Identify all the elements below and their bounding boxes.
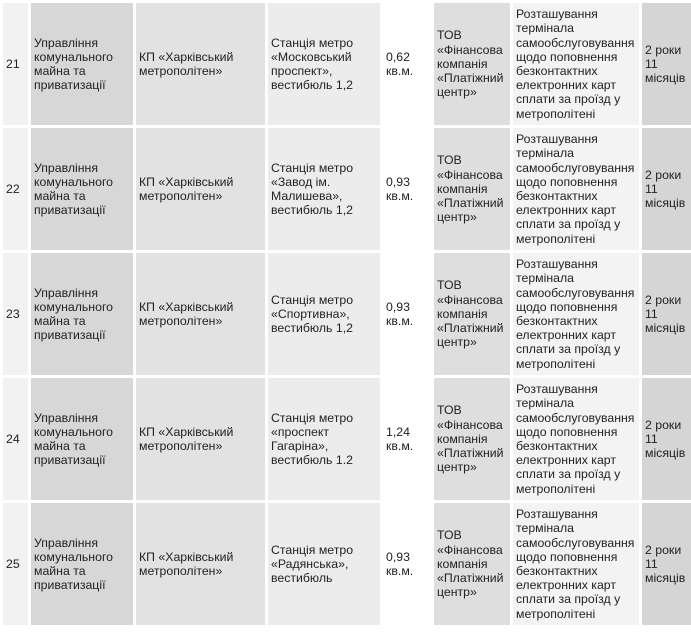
tenant-cell: ТОВ «Фінансова компанія «Платіжний центр» bbox=[434, 503, 510, 625]
department-cell: Управління комунального майна та приватизації bbox=[31, 378, 133, 500]
term-cell: 2 роки 11 місяців bbox=[642, 378, 691, 500]
table-row bbox=[3, 503, 691, 625]
area-cell: 1,24 кв.м. bbox=[383, 378, 431, 500]
term-cell: 2 роки 11 місяців bbox=[642, 3, 691, 125]
tenant-cell: ТОВ «Фінансова компанія «Платіжний центр» bbox=[434, 3, 510, 125]
department-cell: Управління комунального майна та приватизації bbox=[31, 503, 133, 625]
location-cell: Станція метро «Московський проспект», вестибюль 1,2 bbox=[268, 3, 380, 125]
department-cell: Управління комунального майна та приватизації bbox=[31, 253, 133, 375]
area-cell: 0,93 кв.м. bbox=[383, 503, 431, 625]
row-number: 22 bbox=[3, 128, 28, 250]
table-row bbox=[3, 128, 691, 250]
organization-cell: КП «Харківський метрополітен» bbox=[136, 503, 265, 625]
area-cell: 0,93 кв.м. bbox=[383, 253, 431, 375]
location-cell: Станція метро «проспект Гагаріна», вестибюль 1.2 bbox=[268, 378, 380, 500]
term-cell: 2 роки 11 місяців bbox=[642, 128, 691, 250]
purpose-cell: Розташування терміналa самообслуговування щодо поповнення безконтактних електронних карт сплати за проїзд у метрополітені bbox=[513, 3, 639, 125]
organization-cell: КП «Харківський метрополітен» bbox=[136, 3, 265, 125]
row-number: 24 bbox=[3, 378, 28, 500]
row-number: 25 bbox=[3, 503, 28, 625]
table-row bbox=[3, 378, 691, 500]
organization-cell: КП «Харківський метрополітен» bbox=[136, 378, 265, 500]
row-number: 23 bbox=[3, 253, 28, 375]
lease-table-body bbox=[3, 3, 691, 625]
purpose-cell: Розташування терміналa самообслуговування щодо поповнення безконтактних електронних карт сплати за проїзд у метрополітені bbox=[513, 503, 639, 625]
area-cell: 0,62 кв.м. bbox=[383, 3, 431, 125]
tenant-cell: ТОВ «Фінансова компанія «Платіжний центр» bbox=[434, 378, 510, 500]
purpose-cell: Розташування терміналa самообслуговування щодо поповнення безконтактних електронних карт сплати за проїзд у метрополітені bbox=[513, 128, 639, 250]
location-cell: Станція метро «Радянська», вестибюль bbox=[268, 503, 380, 625]
area-cell: 0,93 кв.м. bbox=[383, 128, 431, 250]
table-row bbox=[3, 3, 691, 125]
purpose-cell: Розташування терміналa самообслуговування щодо поповнення безконтактних електронних карт сплати за проїзд у метрополітені bbox=[513, 378, 639, 500]
table-row bbox=[3, 253, 691, 375]
department-cell: Управління комунального майна та приватизації bbox=[31, 3, 133, 125]
term-cell: 2 роки 11 місяців bbox=[642, 253, 691, 375]
tenant-cell: ТОВ «Фінансова компанія «Платіжний центр» bbox=[434, 128, 510, 250]
organization-cell: КП «Харківський метрополітен» bbox=[136, 128, 265, 250]
location-cell: Станція метро «Завод ім. Малишева», вестибюль 1,2 bbox=[268, 128, 380, 250]
row-number: 21 bbox=[3, 3, 28, 125]
organization-cell: КП «Харківський метрополітен» bbox=[136, 253, 265, 375]
tenant-cell: ТОВ «Фінансова компанія «Платіжний центр» bbox=[434, 253, 510, 375]
department-cell: Управління комунального майна та приватизації bbox=[31, 128, 133, 250]
location-cell: Станція метро «Спортивна», вестибюль 1,2 bbox=[268, 253, 380, 375]
purpose-cell: Розташування терміналa самообслуговування щодо поповнення безконтактних електронних карт сплати за проїзд у метрополітені bbox=[513, 253, 639, 375]
term-cell: 2 роки 11 місяців bbox=[642, 503, 691, 625]
